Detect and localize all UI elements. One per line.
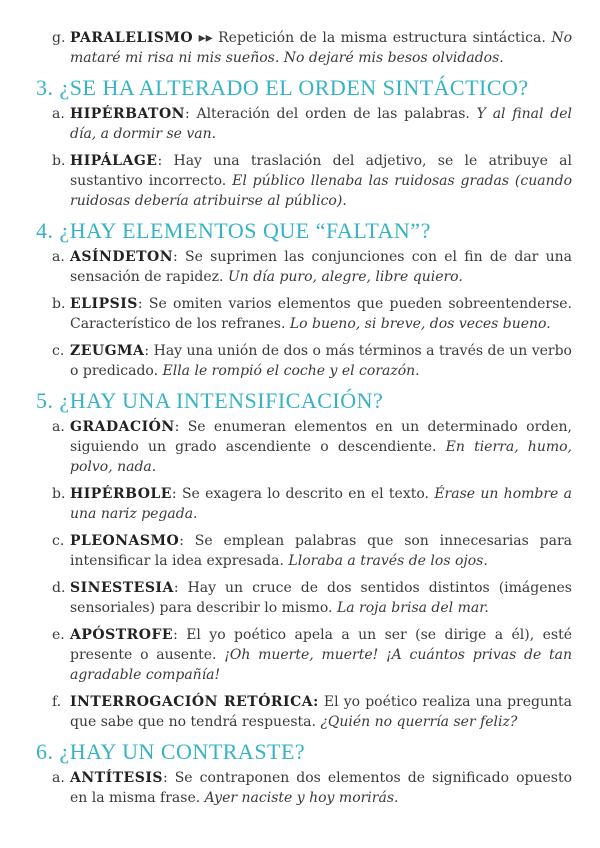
figure-definition: : Se exagera lo descrito en el texto. <box>171 486 435 502</box>
figure-item <box>28 341 572 381</box>
figure-item <box>28 531 572 571</box>
item-letter: c. <box>52 533 65 549</box>
figure-example: Ayer naciste y hoy morirás. <box>204 790 399 806</box>
figure-definition: El yo poético realiza una pregunta que sabe que no tendrá respuesta. <box>70 694 572 730</box>
figure-item <box>28 151 572 211</box>
item-letter: a. <box>52 770 65 786</box>
figure-item <box>28 768 572 808</box>
section-heading: 6. ¿HAY UN CONTRASTE? <box>36 739 306 764</box>
figure-definition: : Hay un cruce de dos sentidos distintos (imágenes sensoriales) para describir lo mismo. <box>70 580 572 616</box>
figure-example: Un día puro, alegre, libre quiero. <box>227 269 463 285</box>
section-heading: 3. ¿SE HA ALTERADO EL ORDEN SINTÁCTICO? <box>36 75 529 100</box>
figure-term: ELIPSIS <box>70 296 138 312</box>
item-letter: a. <box>52 106 65 122</box>
figure-item <box>28 578 572 618</box>
figure-definition: : Se omiten varios elementos que pueden sobreentenderse. Característico de los refranes. <box>70 296 572 332</box>
figure-term: PLEONASMO <box>70 533 180 549</box>
item-letter: c. <box>52 343 65 359</box>
item-letter: a. <box>52 249 65 265</box>
figure-example: Lo bueno, si breve, dos veces bueno. <box>289 316 551 332</box>
figure-example: La roja brisa del mar. <box>336 600 489 616</box>
figure-term: GRADACIÓN <box>70 419 175 435</box>
figure-definition: ▸▸ Repetición de la misma estructura sintáctica. <box>193 30 552 46</box>
figure-definition: : El yo poético apela a un ser (se dirige a él), esté presente o ausente. <box>70 627 572 663</box>
section-heading: 4. ¿HAY ELEMENTOS QUE “FALTAN”? <box>36 218 431 243</box>
figure-example: En tierra, humo, polvo, nada. <box>70 439 572 475</box>
figure-example: Lloraba a través de los ojos. <box>288 553 488 569</box>
figure-item <box>28 28 572 68</box>
figure-definition: : Se enumeran elementos en un determinado orden, siguiendo un grado ascendiente o descendiente. <box>70 419 572 455</box>
figure-term: HIPÉRBATON <box>70 106 185 122</box>
figure-definition: : Hay una unión de dos o más términos a través de un verbo o predicado. <box>70 343 572 379</box>
figure-definition: : Se suprimen las conjunciones con el fin de dar una sensación de rapidez. <box>70 249 572 285</box>
figure-example: Ella le rompió el coche y el corazón. <box>162 363 420 379</box>
item-letter: g. <box>52 30 66 46</box>
figure-example: ¿Quién no querría ser feliz? <box>320 714 518 730</box>
item-letter: b. <box>52 153 66 169</box>
item-letter: a. <box>52 419 65 435</box>
figure-item <box>28 247 572 287</box>
figure-definition: : Se contraponen dos elementos de significado opuesto en la misma frase. <box>70 770 572 806</box>
figure-term: ANTÍTESIS <box>70 770 163 786</box>
item-letter: b. <box>52 296 66 312</box>
figure-term: HIPÉRBOLE <box>70 486 172 502</box>
figure-item <box>28 294 572 334</box>
figure-term: SINESTESIA <box>70 580 174 596</box>
figure-item <box>28 625 572 685</box>
item-letter: f. <box>52 694 62 710</box>
item-letter: d. <box>52 580 66 596</box>
figure-term: ZEUGMA <box>70 343 145 359</box>
figure-term: APÓSTROFE <box>70 627 174 643</box>
figure-term: ASÍNDETON <box>70 249 174 265</box>
figure-example: Érase un hombre a una nariz pegada. <box>70 486 572 522</box>
item-letter: e. <box>52 627 65 643</box>
figure-item <box>28 484 572 524</box>
figure-example: No mataré mi risa ni mis sueños. No dejaré mis besos olvidados. <box>70 30 572 66</box>
figure-definition: : Se emplean palabras que son innecesarias para intensificar la idea expresada. <box>70 533 572 569</box>
figure-term: INTERROGACIÓN RETÓRICA: <box>70 694 319 710</box>
figure-item <box>28 692 572 732</box>
figure-term: PARALELISMO <box>70 30 194 46</box>
figure-example: El público llenaba las ruidosas gradas (cuando ruidosas debería atribuirse al público). <box>70 173 572 209</box>
figure-definition: : Alteración del orden de las palabras. <box>184 106 477 122</box>
figure-item <box>28 104 572 144</box>
figure-term: HIPÁLAGE <box>70 153 158 169</box>
section-heading: 5. ¿HAY UNA INTENSIFICACIÓN? <box>36 388 384 413</box>
figure-example: Y al final del día, a dormir se van. <box>70 106 572 142</box>
figure-item <box>28 417 572 477</box>
figure-definition: : Hay una traslación del adjetivo, se le atribuye al sustantivo incorrecto. <box>70 153 572 189</box>
item-letter: b. <box>52 486 66 502</box>
figure-example: ¡Oh muerte, muerte! ¡A cuántos privas de tan agradable compañía! <box>70 647 572 683</box>
